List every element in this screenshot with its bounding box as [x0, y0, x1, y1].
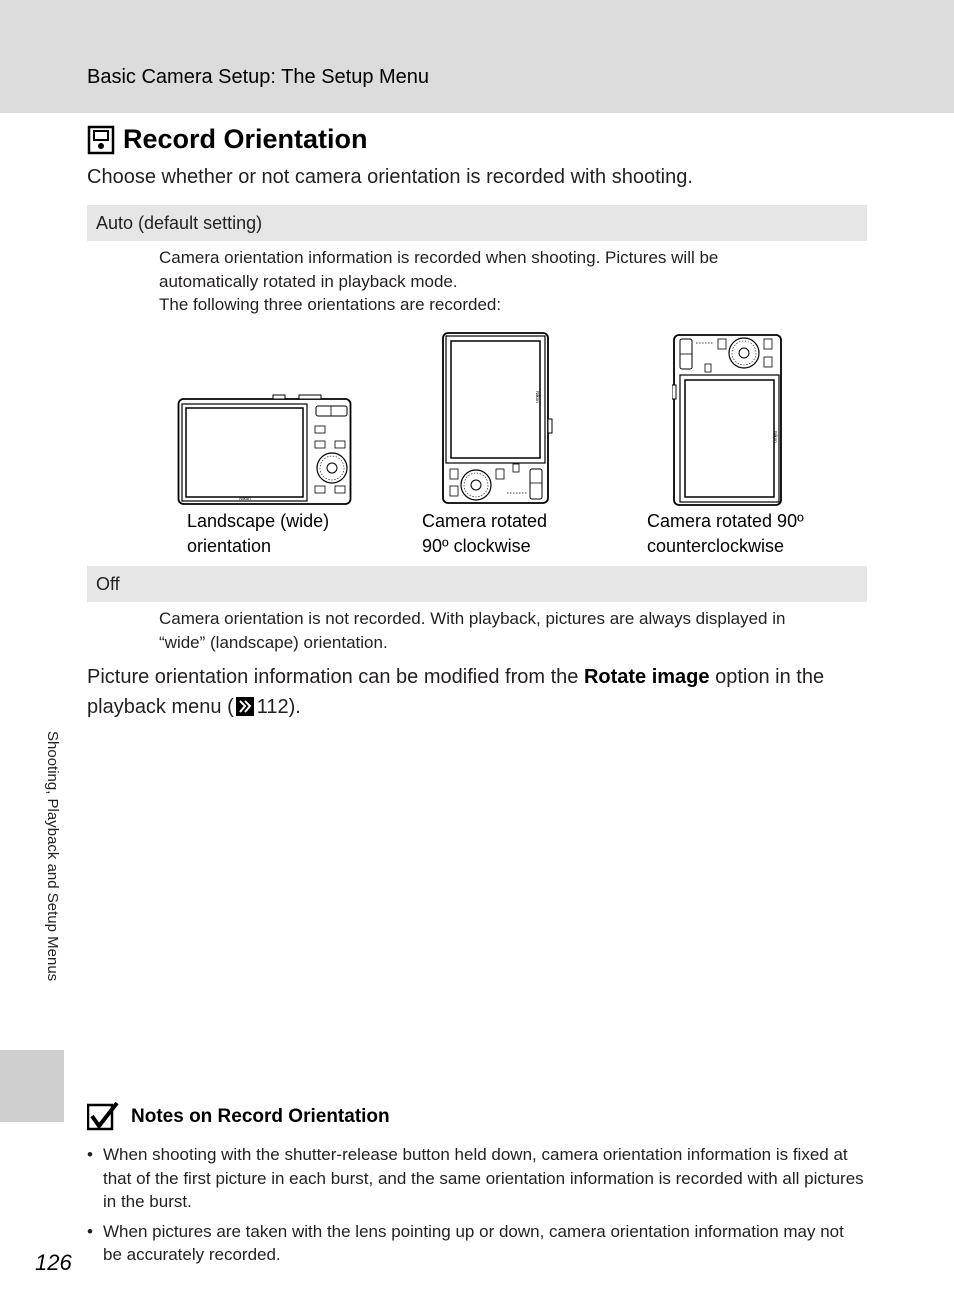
record-orientation-icon	[87, 125, 115, 155]
header-band	[0, 0, 954, 113]
caption-line: 90º clockwise	[422, 536, 531, 556]
rotate-note-end: ).	[288, 696, 301, 718]
camera-brand-label: Nikon	[239, 496, 251, 501]
camera-clockwise-illustration	[441, 331, 553, 505]
desc-line: The following three orientations are recorded:	[159, 295, 502, 314]
caption-line: Landscape (wide)	[187, 511, 330, 531]
rotate-image-link: Rotate image	[583, 666, 710, 688]
reference-page-number: 112	[256, 696, 289, 718]
camera-counterclockwise-illustration	[672, 333, 784, 507]
side-tab-marker	[0, 1050, 64, 1122]
list-item: • When pictures are taken with the lens pointing up or down, camera orientation information may not be accurately recorded.	[87, 1220, 867, 1267]
option-auto-label: Auto (default setting)	[96, 212, 263, 233]
camera-brand-label: Nikon	[773, 431, 778, 443]
page-number: 126	[35, 1250, 72, 1275]
caption-landscape	[187, 509, 397, 559]
desc-line: “wide” (landscape) orientation.	[159, 632, 388, 652]
rotate-note-before: Picture orientation information can be modified from the	[87, 666, 584, 688]
rotate-image-note	[87, 662, 877, 722]
caption-line: Camera rotated	[422, 511, 548, 531]
caption-counterclockwise	[647, 509, 857, 559]
caption-clockwise	[422, 509, 632, 559]
option-off-label: Off	[96, 573, 120, 594]
camera-brand-label: Nikon	[535, 391, 540, 403]
notes-heading	[87, 1102, 390, 1132]
caption-line: Camera rotated 90º	[647, 511, 804, 531]
option-off-description	[159, 607, 859, 654]
notes-list	[87, 1143, 867, 1273]
section-title: Basic Camera Setup: The Setup Menu	[87, 66, 430, 88]
checkmark-note-icon	[87, 1102, 119, 1132]
camera-landscape-illustration	[177, 393, 353, 506]
notes-heading-text: Notes on Record Orientation	[131, 1106, 390, 1127]
option-auto-header	[87, 205, 867, 241]
caption-line: counterclockwise	[647, 536, 785, 556]
page-title-text: Record Orientation	[123, 124, 368, 154]
rotate-note-after: option in the playback menu (	[87, 666, 825, 718]
side-section-label: Shooting, Playback and Setup Menus	[44, 731, 61, 982]
list-item: • When shooting with the shutter-release button held down, camera orientation information is fixed at that of the first picture in each burst, and the same orientation information is recorded with all pictures in the burst.	[87, 1143, 867, 1214]
caption-line: orientation	[187, 536, 272, 556]
option-off-header	[87, 566, 867, 602]
intro-text: Choose whether or not camera orientation is recorded with shooting.	[87, 166, 693, 188]
desc-line: automatically rotated in playback mode.	[159, 271, 458, 291]
desc-line: Camera orientation information is recorded when shooting. Pictures will be	[159, 248, 719, 267]
desc-line: Camera orientation is not recorded. With playback, pictures are always displayed in	[159, 609, 786, 628]
page-title	[87, 124, 368, 155]
option-auto-description	[159, 246, 859, 317]
reference-page-icon	[236, 697, 254, 716]
